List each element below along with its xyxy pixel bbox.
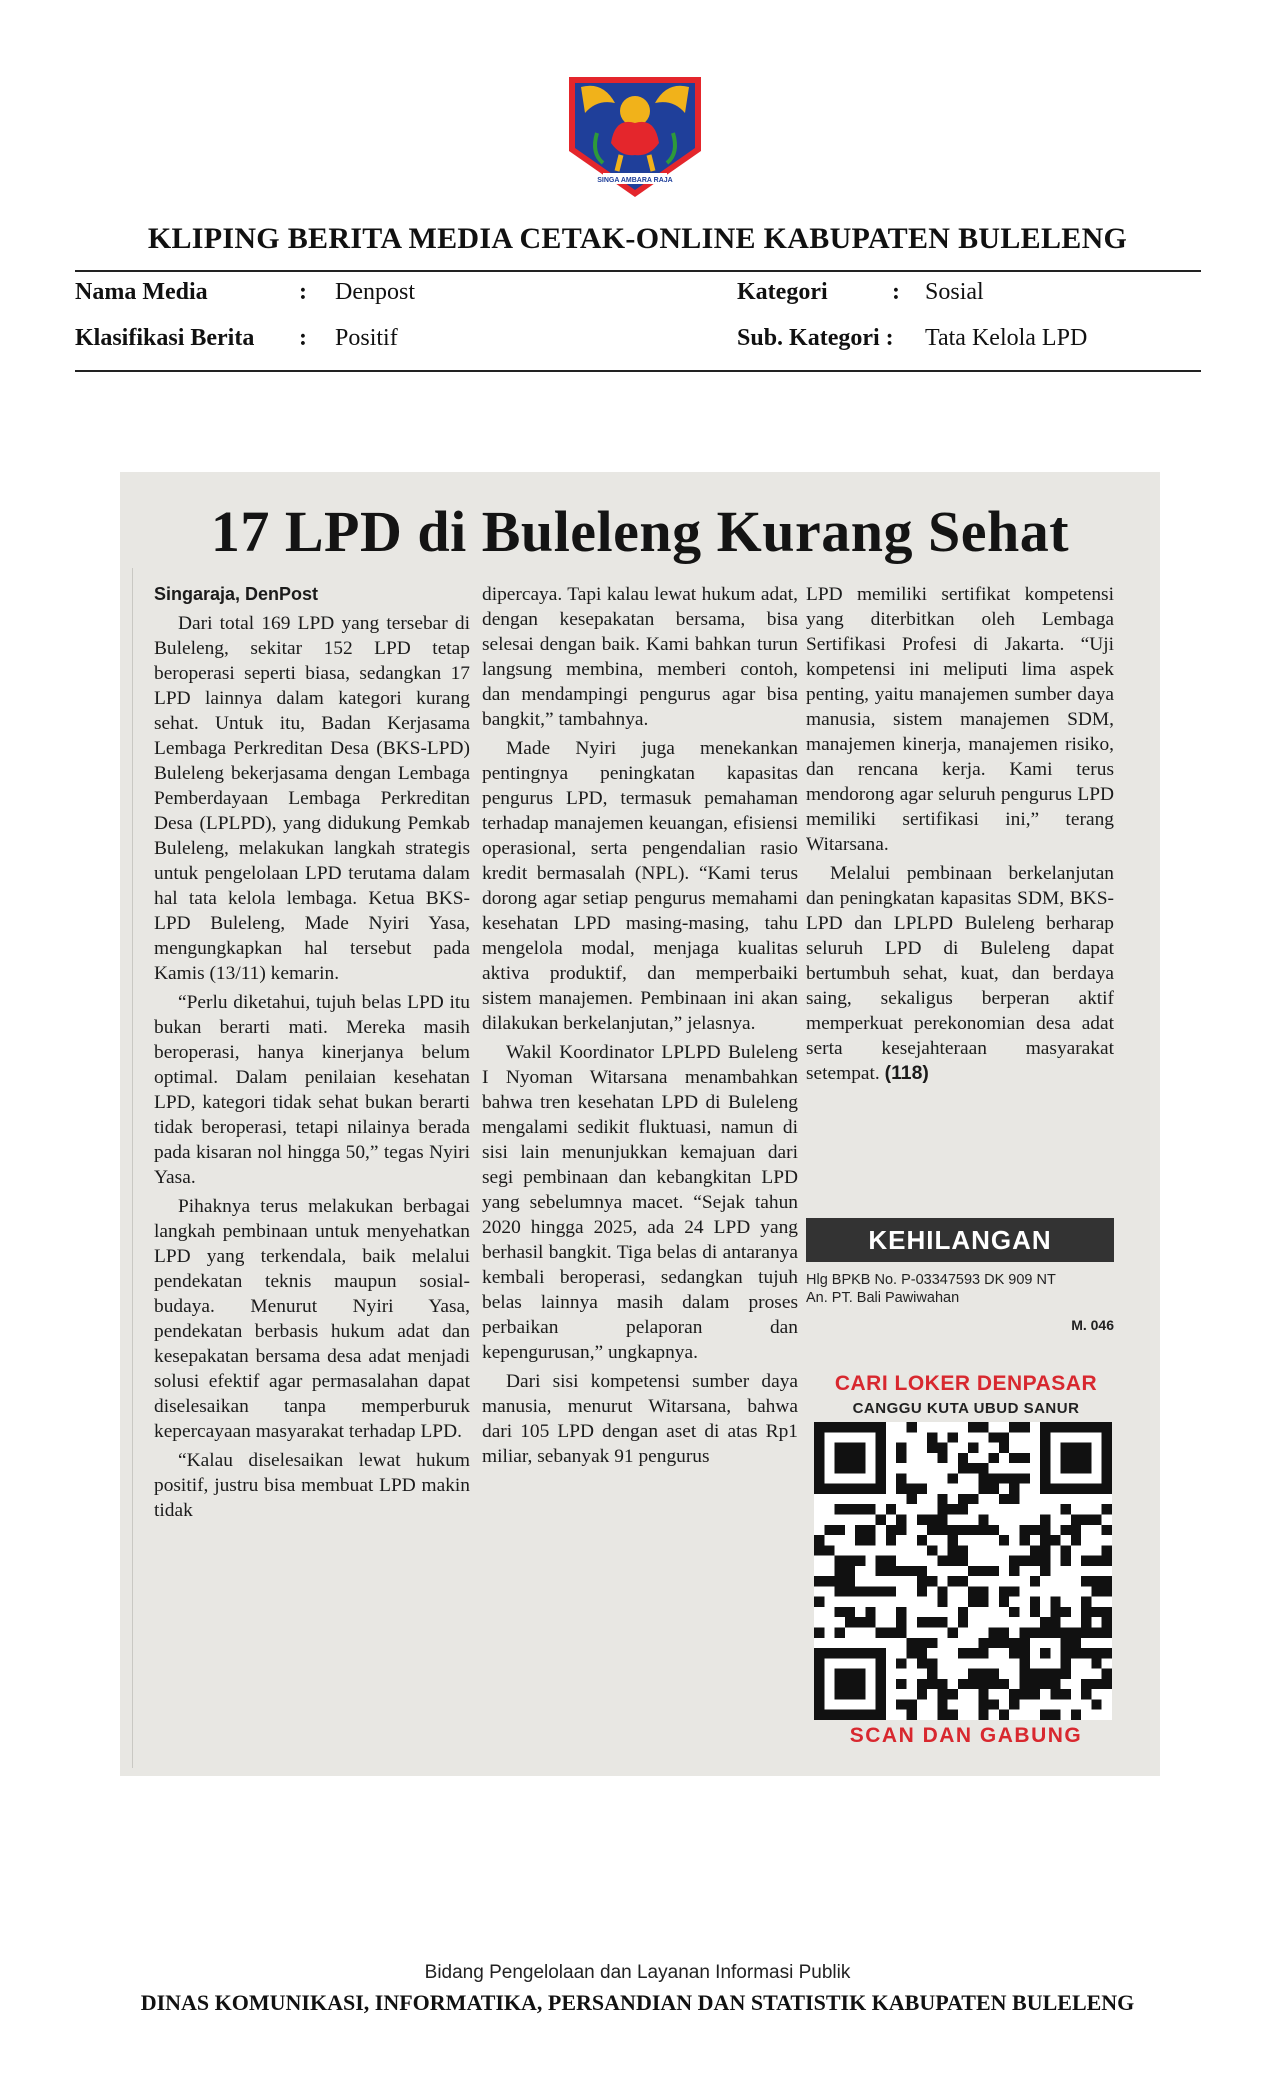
header-divider-bottom bbox=[75, 370, 1201, 372]
article-paragraph: Wakil Koordinator LPLPD Buleleng I Nyoman Witarsana menambahkan bahwa tren kesehatan LPD di Buleleng mengalami sedikit fluktuasi, namun di sisi lain menunjukkan kemajuan dari segi pembinaan dan kebangkitan LPD yang sebelumnya macet. “Sejak tahun 2020 hingga 2025, ada 24 LPD yang berhasil bangkit. Tiga belas di antaranya kembali beroperasi, sedangkan tujuh belas lainnya masih dalam proses perbaikan pelaporan dan kepengurusan,” ungkapnya. bbox=[482, 1042, 798, 1363]
clipping-edge bbox=[120, 568, 133, 1768]
article-dateline: Singaraja, DenPost bbox=[154, 584, 319, 604]
article-column-1 bbox=[154, 582, 470, 1527]
footer-agency: DINAS KOMUNIKASI, INFORMATIKA, PERSANDIAN DAN STATISTIK KABUPATEN BULELENG bbox=[140, 1990, 1135, 2015]
kehilangan-ad-code: M. 046 bbox=[1071, 1317, 1114, 1333]
article-paragraph: “Kalau diselesaikan lewat hukum positif, justru bisa membuat LPD makin tidak bbox=[154, 1450, 470, 1521]
article-column-2 bbox=[482, 582, 798, 1473]
article-paragraph: Made Nyiri juga menekankan pentingnya peningkatan kapasitas pengurus LPD, termasuk pemahaman terhadap manajemen keuangan, efisiensi operasional, serta pengendalian rasio kredit bermasalah (NPL). “Kami terus dorong agar setiap pengurus memahami kesehatan LPD masing-masing, tahu mengelola modal, menjaga kualitas aktiva produktif, dan memperbaiki sistem manajemen. Pembinaan ini akan dilakukan berkelanjutan,” jelasnya. bbox=[482, 738, 798, 1034]
article-paragraph: LPD memiliki sertifikat kompetensi yang diterbitkan oleh Lembaga Sertifikasi Profesi di Jakarta. “Uji kompetensi ini meliputi lima aspek penting, yaitu manajemen sumber daya manusia, sistem manajemen SDM, manajemen kinerja, manajemen risiko, dan rencana kerja. Kami terus mendorong agar seluruh pengurus LPD memiliki sertifikasi ini,” terang Witarsana. bbox=[806, 584, 1114, 855]
buleleng-logo bbox=[563, 73, 707, 201]
meta-klasifikasi-value: Positif bbox=[335, 325, 398, 351]
footer-department: Bidang Pengelolaan dan Layanan Informasi Publik bbox=[424, 1962, 851, 1983]
loker-ad-subtitle: CANGGU KUTA UBUD SANUR bbox=[852, 1400, 1080, 1417]
article-column-3 bbox=[806, 582, 1114, 1090]
qr-code-icon bbox=[814, 1422, 1112, 1720]
meta-kategori-value: Sosial bbox=[925, 279, 984, 305]
article-paragraph: Dari total 169 LPD yang tersebar di Buleleng, sekitar 152 LPD tetap beroperasi seperti biasa, sedangkan 17 LPD lainnya dalam kategori kurang sehat. Untuk itu, Badan Kerjasama Lembaga Perkreditan Desa (BKS-LPD) Buleleng bekerjasama dengan Lembaga Pemberdayaan Lembaga Perkreditan Desa (LPLPD), yang didukung Pemkab Buleleng, melakukan langkah strategis untuk pengelolaan LPD terutama dalam hal tata kelola lembaga. Ketua BKS-LPD Buleleng, Made Nyiri Yasa, mengungkapkan hal tersebut pada Kamis (13/11) kemarin. bbox=[154, 613, 470, 984]
meta-nama-media-value: Denpost bbox=[335, 279, 415, 305]
kehilangan-ad-title: KEHILANGAN bbox=[806, 1218, 1114, 1262]
loker-ad-title: CARI LOKER DENPASAR bbox=[834, 1372, 1098, 1395]
article-paragraph: dipercaya. Tapi kalau lewat hukum adat, dengan kesepakatan bersama, bisa selesai dengan baik. Kami bahkan turun langsung membina, memberi contoh, dan mendampingi pengurus agar bisa bangkit,” tambahnya. bbox=[482, 584, 798, 730]
loker-ad-footer: SCAN DAN GABUNG bbox=[849, 1724, 1083, 1747]
meta-sub-kategori-value: Tata Kelola LPD bbox=[925, 325, 1088, 351]
article-paragraph: Pihaknya terus melakukan berbagai langkah pembinaan untuk menyehatkan LPD yang terkendala, baik melalui pendekatan teknis maupun sosial-budaya. Menurut Nyiri Yasa, pendekatan berbasis hukum adat dan kesepakatan bersama desa adat menjadi solusi efektif agar permasalahan dapat diselesaikan tanpa memperburuk kepercayaan masyarakat terhadap LPD. bbox=[154, 1196, 470, 1442]
article-paragraph: Melalui pembinaan berkelanjutan dan peningkatan kapasitas SDM, BKS-LPD dan LPLPD Buleleng berharap seluruh LPD di Buleleng dapat bertumbuh sehat, kuat, dan berdaya saing, sekaligus berperan aktif memperkuat perekonomian desa adat serta kesejahteraan masyarakat setempat. bbox=[806, 863, 1114, 1084]
article-headline: 17 LPD di Buleleng Kurang Sehat bbox=[210, 499, 1070, 564]
news-clipping bbox=[120, 472, 1160, 1776]
document-title: KLIPING BERITA MEDIA CETAK-ONLINE KABUPATEN BULELENG bbox=[147, 222, 1128, 255]
kehilangan-ad-line1: Hlg BPKB No. P-03347593 DK 909 NT bbox=[806, 1272, 1056, 1288]
header-divider-top bbox=[75, 270, 1201, 272]
article-signature: (118) bbox=[884, 1062, 929, 1084]
logo-motto: SINGA AMBARA RAJA bbox=[597, 177, 673, 184]
article-paragraph: “Perlu diketahui, tujuh belas LPD itu bukan berarti mati. Mereka masih beroperasi, hanya kinerjanya belum optimal. Dalam penilaian kesehatan LPD, kategori tidak sehat bukan berarti tidak beroperasi, tetapi nilainya berada pada kisaran nol hingga 50,” tegas Nyiri Yasa. bbox=[154, 992, 470, 1188]
article-paragraph: Dari sisi kompetensi sumber daya manusia, menurut Witarsana, bahwa dari 105 LPD dengan aset di atas Rp1 miliar, sebanyak 91 pengurus bbox=[482, 1371, 798, 1467]
kehilangan-ad-line2: An. PT. Bali Pawiwahan bbox=[806, 1290, 960, 1306]
